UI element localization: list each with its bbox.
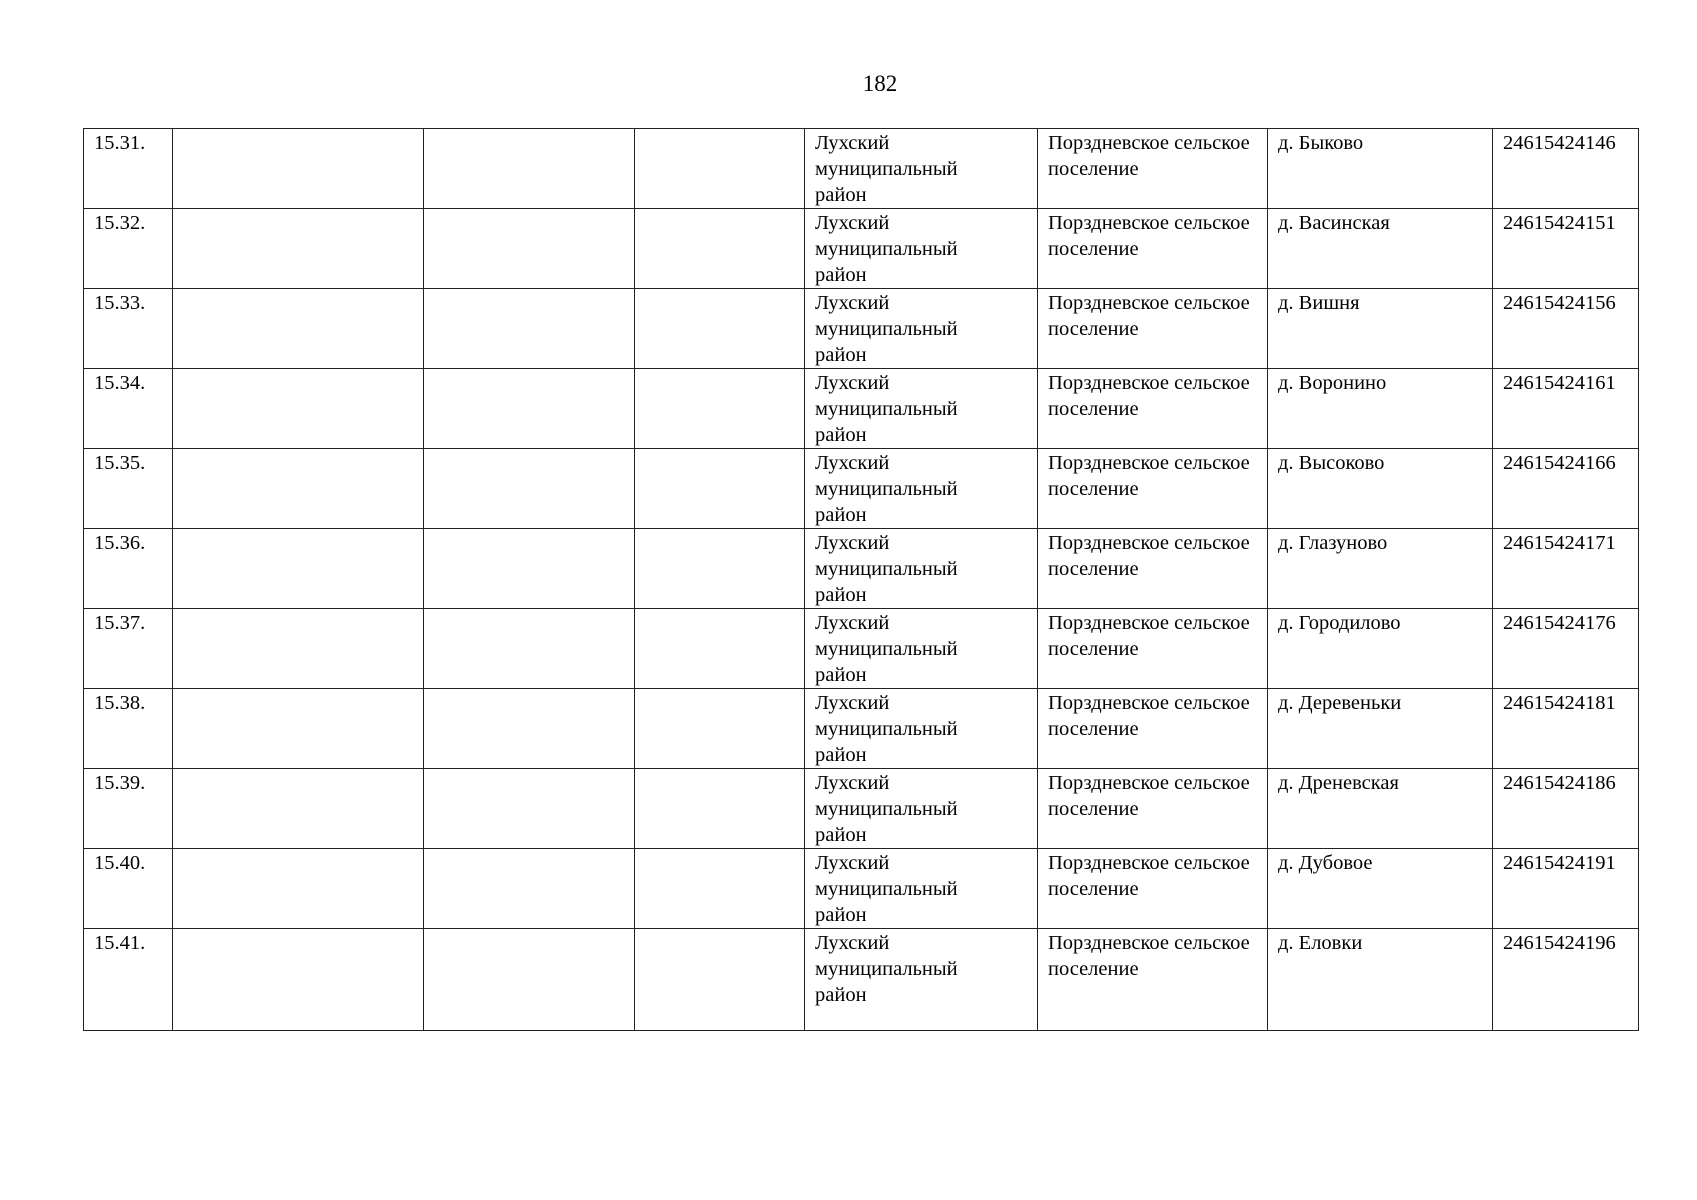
locality-cell: д. Деревеньки bbox=[1268, 689, 1493, 769]
empty-cell bbox=[173, 689, 424, 769]
locality-cell: д. Васинская bbox=[1268, 209, 1493, 289]
table-row bbox=[84, 449, 1639, 529]
oktmo-code-cell: 24615424171 bbox=[1493, 529, 1639, 609]
table-row bbox=[84, 769, 1639, 849]
locality-cell: д. Быково bbox=[1268, 129, 1493, 209]
settlement-cell: Порздневское сельское поселение bbox=[1038, 689, 1268, 769]
empty-cell bbox=[173, 849, 424, 929]
locality-cell: д. Высоково bbox=[1268, 449, 1493, 529]
table-row bbox=[84, 209, 1639, 289]
empty-cell bbox=[635, 209, 805, 289]
oktmo-code-cell: 24615424176 bbox=[1493, 609, 1639, 689]
district-cell bbox=[805, 769, 1038, 849]
district-cell bbox=[805, 529, 1038, 609]
row-number-cell: 15.34. bbox=[84, 369, 173, 449]
district-cell bbox=[805, 129, 1038, 209]
row-number-cell: 15.32. bbox=[84, 209, 173, 289]
empty-cell bbox=[635, 129, 805, 209]
row-number-cell: 15.31. bbox=[84, 129, 173, 209]
district-cell bbox=[805, 929, 1038, 1031]
row-number-cell: 15.35. bbox=[84, 449, 173, 529]
district-text: Лухский муниципальный район bbox=[815, 132, 958, 206]
settlement-cell: Порздневское сельское поселение bbox=[1038, 849, 1268, 929]
district-cell bbox=[805, 849, 1038, 929]
empty-cell bbox=[635, 369, 805, 449]
district-text: Лухский муниципальный район bbox=[815, 532, 958, 606]
district-text: Лухский муниципальный район bbox=[815, 292, 958, 366]
empty-cell bbox=[635, 689, 805, 769]
empty-cell bbox=[424, 849, 635, 929]
row-number-cell: 15.39. bbox=[84, 769, 173, 849]
oktmo-code-cell: 24615424151 bbox=[1493, 209, 1639, 289]
settlement-cell: Порздневское сельское поселение bbox=[1038, 209, 1268, 289]
settlement-cell: Порздневское сельское поселение bbox=[1038, 369, 1268, 449]
district-cell bbox=[805, 209, 1038, 289]
locality-cell: д. Дреневская bbox=[1268, 769, 1493, 849]
oktmo-code-cell: 24615424146 bbox=[1493, 129, 1639, 209]
empty-cell bbox=[424, 449, 635, 529]
locality-cell: д. Дубовое bbox=[1268, 849, 1493, 929]
district-cell bbox=[805, 289, 1038, 369]
row-number-cell: 15.37. bbox=[84, 609, 173, 689]
settlement-cell: Порздневское сельское поселение bbox=[1038, 609, 1268, 689]
locality-cell: д. Еловки bbox=[1268, 929, 1493, 1031]
district-cell bbox=[805, 369, 1038, 449]
empty-cell bbox=[173, 609, 424, 689]
oktmo-code-cell: 24615424156 bbox=[1493, 289, 1639, 369]
oktmo-code-cell: 24615424181 bbox=[1493, 689, 1639, 769]
district-text: Лухский муниципальный район bbox=[815, 372, 958, 446]
empty-cell bbox=[424, 929, 635, 1031]
empty-cell bbox=[424, 769, 635, 849]
settlement-cell: Порздневское сельское поселение bbox=[1038, 929, 1268, 1031]
empty-cell bbox=[173, 369, 424, 449]
settlement-cell: Порздневское сельское поселение bbox=[1038, 289, 1268, 369]
empty-cell bbox=[173, 449, 424, 529]
empty-cell bbox=[635, 449, 805, 529]
table-row bbox=[84, 689, 1639, 769]
empty-cell bbox=[424, 209, 635, 289]
district-cell bbox=[805, 449, 1038, 529]
oktmo-code-cell: 24615424161 bbox=[1493, 369, 1639, 449]
table-row bbox=[84, 529, 1639, 609]
table-row bbox=[84, 849, 1639, 929]
empty-cell bbox=[173, 929, 424, 1031]
district-cell bbox=[805, 609, 1038, 689]
empty-cell bbox=[173, 289, 424, 369]
settlement-cell: Порздневское сельское поселение bbox=[1038, 769, 1268, 849]
empty-cell bbox=[635, 849, 805, 929]
empty-cell bbox=[424, 129, 635, 209]
row-number-cell: 15.36. bbox=[84, 529, 173, 609]
oktmo-code-cell: 24615424191 bbox=[1493, 849, 1639, 929]
empty-cell bbox=[424, 369, 635, 449]
empty-cell bbox=[424, 609, 635, 689]
row-number-cell: 15.38. bbox=[84, 689, 173, 769]
row-number-cell: 15.41. bbox=[84, 929, 173, 1031]
locality-cell: д. Воронино bbox=[1268, 369, 1493, 449]
empty-cell bbox=[635, 609, 805, 689]
table-row bbox=[84, 289, 1639, 369]
registry-table bbox=[83, 128, 1639, 1031]
table-row bbox=[84, 369, 1639, 449]
empty-cell bbox=[635, 929, 805, 1031]
empty-cell bbox=[173, 129, 424, 209]
table-row bbox=[84, 129, 1639, 209]
empty-cell bbox=[173, 769, 424, 849]
settlement-cell: Порздневское сельское поселение bbox=[1038, 129, 1268, 209]
district-text: Лухский муниципальный район bbox=[815, 692, 958, 766]
locality-cell: д. Городилово bbox=[1268, 609, 1493, 689]
district-text: Лухский муниципальный район bbox=[815, 772, 958, 846]
empty-cell bbox=[173, 529, 424, 609]
empty-cell bbox=[635, 289, 805, 369]
page-number: 182 bbox=[862, 71, 898, 96]
table-row bbox=[84, 609, 1639, 689]
district-text: Лухский муниципальный район bbox=[815, 932, 958, 1006]
oktmo-code-cell: 24615424166 bbox=[1493, 449, 1639, 529]
oktmo-code-cell: 24615424186 bbox=[1493, 769, 1639, 849]
settlement-cell: Порздневское сельское поселение bbox=[1038, 529, 1268, 609]
empty-cell bbox=[424, 529, 635, 609]
district-text: Лухский муниципальный район bbox=[815, 452, 958, 526]
empty-cell bbox=[635, 769, 805, 849]
empty-cell bbox=[173, 209, 424, 289]
locality-cell: д. Вишня bbox=[1268, 289, 1493, 369]
empty-cell bbox=[424, 289, 635, 369]
district-text: Лухский муниципальный район bbox=[815, 852, 958, 926]
empty-cell bbox=[635, 529, 805, 609]
oktmo-code-cell: 24615424196 bbox=[1493, 929, 1639, 1031]
registry-table-body bbox=[84, 129, 1639, 1031]
settlement-cell: Порздневское сельское поселение bbox=[1038, 449, 1268, 529]
district-cell bbox=[805, 689, 1038, 769]
row-number-cell: 15.33. bbox=[84, 289, 173, 369]
district-text: Лухский муниципальный район bbox=[815, 612, 958, 686]
district-text: Лухский муниципальный район bbox=[815, 212, 958, 286]
empty-cell bbox=[424, 689, 635, 769]
table-row bbox=[84, 929, 1639, 1031]
row-number-cell: 15.40. bbox=[84, 849, 173, 929]
locality-cell: д. Глазуново bbox=[1268, 529, 1493, 609]
